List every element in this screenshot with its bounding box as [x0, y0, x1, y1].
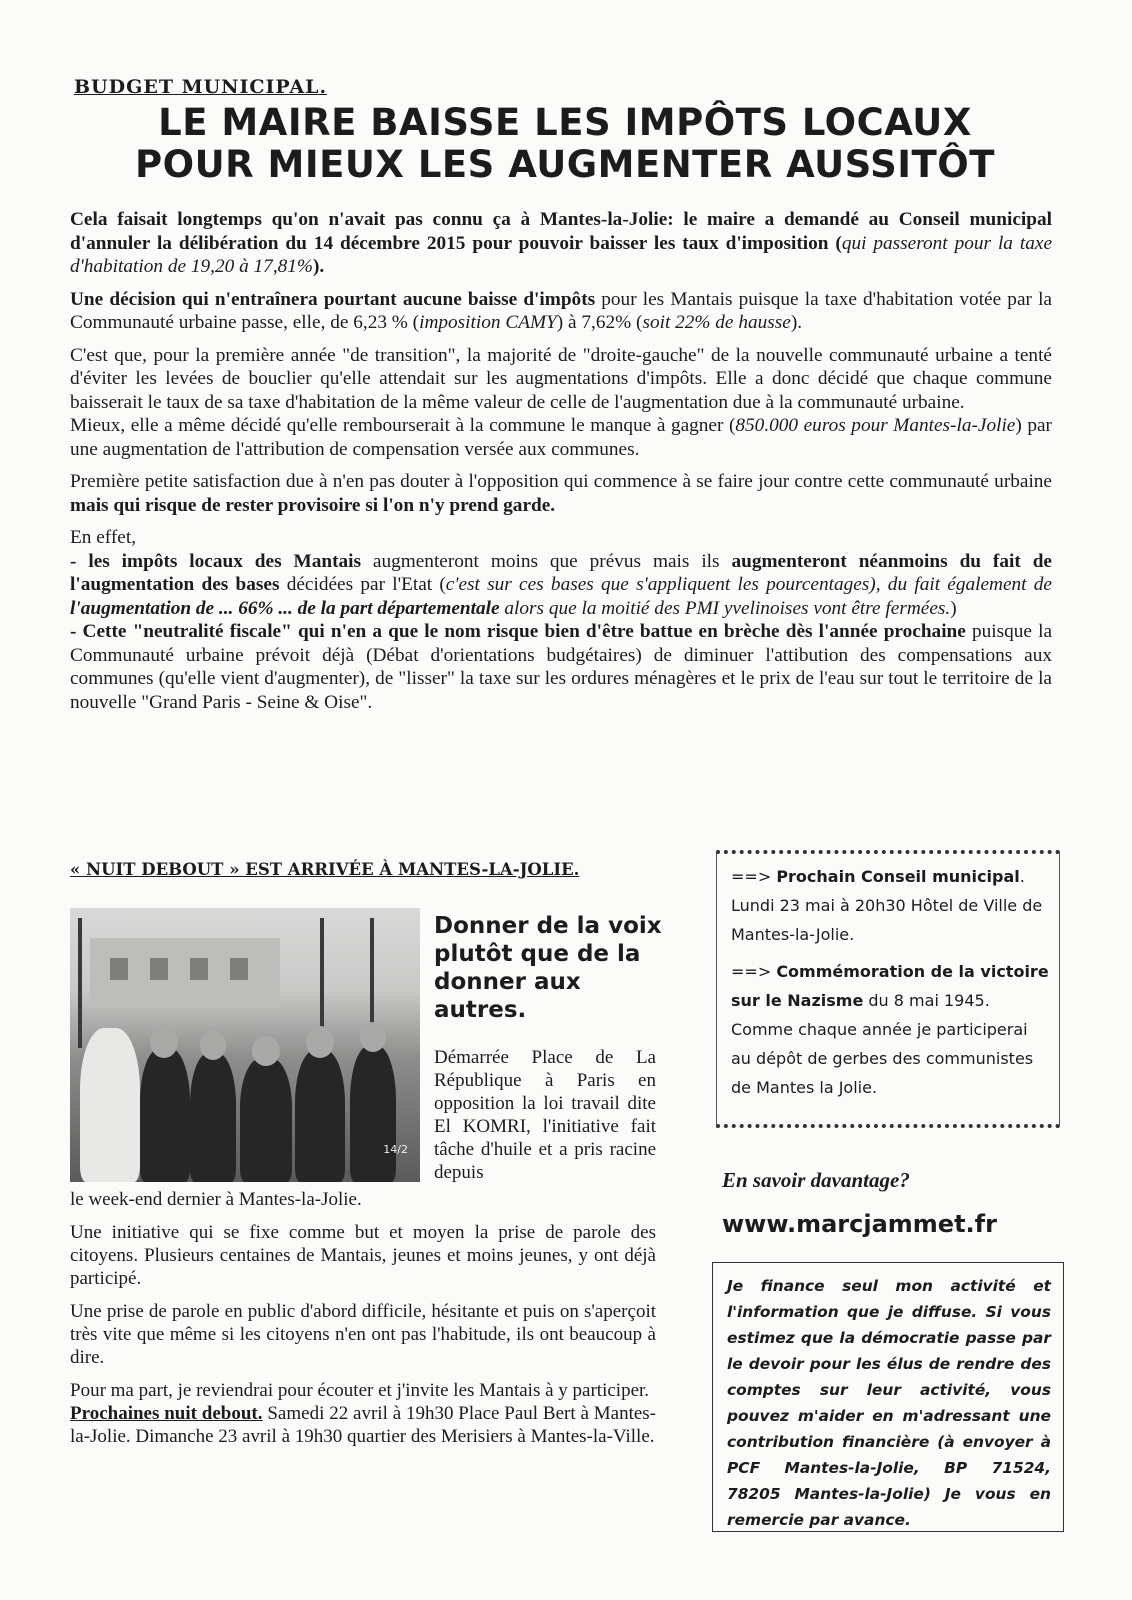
- agenda-item-2-title: Commémoration de la victoire sur le Nazisme: [731, 962, 1049, 1010]
- nuit-debout-photo: [70, 908, 420, 1182]
- agenda-item-conseil: [731, 862, 1049, 949]
- photo-window: [190, 958, 208, 980]
- p6-end: ): [950, 597, 957, 619]
- nuit-debout-body: [70, 1188, 656, 1448]
- p6-bold-1: - les impôts locaux des Mantais: [70, 550, 361, 572]
- p1-italic: qui passeront pour la taxe d'habitation de 19,20 à 17,81%: [70, 232, 1052, 277]
- photo-date-stamp: 14/2: [383, 1143, 408, 1156]
- p6-intro: En effet,: [70, 527, 137, 548]
- headline-line-2: POUR MIEUX LES AUGMENTER AUSSITÔT: [135, 143, 995, 186]
- agenda-item-1-title: Prochain Conseil municipal: [776, 867, 1020, 886]
- agenda-item-2-text: du 8 mai 1945. Comme chaque année je participerai au dépôt de gerbes des communistes de Mantes la Jolie.: [731, 991, 1034, 1097]
- photo-person: [140, 1048, 190, 1182]
- photo-tree: [78, 918, 82, 1048]
- p6-text-1: augmenteront moins que prévus mais ils: [360, 550, 732, 572]
- p4-invite: Pour ma part, je reviendrai pour écouter et j'invite les Mantais à y participer.: [70, 1380, 650, 1401]
- p4-italic: 850.000 euros pour Mantes-la-Jolie: [735, 415, 1016, 436]
- headline-line-1: LE MAIRE BAISSE LES IMPÔTS LOCAUX: [158, 101, 972, 144]
- nuit-debout-paragraph-3: Une prise de parole en public d'abord difficile, hésitante et puis on s'aperçoit très vite que même si les citoyens n'en ont pas l'habitude, ils ont beaucoup à dire.: [70, 1301, 656, 1368]
- photo-window: [110, 958, 128, 980]
- next-dates-text: Samedi 22 avril à 19h30 Place Paul Bert à Mantes-la-Jolie. Dimanche 23 avril à 19h30 quartier des Merisiers à Mantes-la-Ville.: [70, 1403, 656, 1447]
- p7-bold: - Cette "neutralité fiscale" qui n'en a que le nom risque bien d'être battue en brèche dès l'année prochaine: [70, 621, 966, 642]
- p2-bold: Une décision qui n'entraînera pourtant aucune baisse d'impôts: [70, 288, 596, 310]
- arrow-icon: ==>: [731, 962, 777, 981]
- p2-italic-2: soit 22% de hausse: [642, 312, 791, 333]
- article-paragraph-4: [70, 414, 1052, 461]
- nuit-debout-headline: Donner de la voix plutôt que de la donner aux autres.: [434, 913, 662, 1023]
- p6-text-2: décidées par l'Etat (: [279, 574, 446, 595]
- p6-italic-2: alors que la moitié des PMI yvelinoises vont être fermées.: [499, 597, 951, 619]
- p1-end: ).: [312, 256, 325, 277]
- photo-window: [230, 958, 248, 980]
- p5-bold: mais qui risque de rester provisoire si l'on n'y prend garde.: [70, 494, 556, 516]
- p2-italic-1: imposition CAMY: [419, 312, 557, 333]
- nuit-debout-paragraph-2: Une initiative qui se fixe comme but et moyen la prise de parole des citoyens. Plusieurs centaines de Mantais, jeunes et moins jeunes, y ont déjà participé.: [70, 1222, 656, 1289]
- nuit-debout-section-title: « NUIT DEBOUT » EST ARRIVÉE À MANTES-LA-JOLIE.: [70, 860, 580, 879]
- website-link[interactable]: www.marcjammet.fr: [722, 1210, 997, 1238]
- next-dates-label: Prochaines nuit debout.: [70, 1403, 263, 1424]
- p1-bold: Cela faisait longtemps qu'on n'avait pas connu ça à Mantes-la-Jolie: le maire a demandé au Conseil municipal d'annuler la délibération du 14 décembre 2015 pour pouvoir baisser les taux d'imposition (: [70, 209, 1052, 254]
- article-paragraph-7: [70, 620, 1052, 714]
- photo-head: [360, 1022, 386, 1052]
- p7-text: puisque la Communauté urbaine prévoit déjà (Débat d'orientations budgétaires) de diminuer l'attibution des compensations aux communes (qu'elle vient d'augmenter), de "lisser" la taxe sur les ordures ménagères et le prix de l'eau sur tout le territoire de la nouvelle "Grand Paris - Seine & Oise".: [70, 621, 1053, 713]
- funding-notice-box: Je finance seul mon activité et l'information que je diffuse. Si vous estimez que la démocratie passe par le devoir pour les élus de rendre des comptes sur leur activité, vous pouvez m'aider en m'adressant une contribution financière (à envoyer à PCF Mantes-la-Jolie, BP 71524, 78205 Mantes-la-Jolie) Je vous en remercie par avance.: [712, 1262, 1064, 1532]
- arrow-icon: ==>: [731, 867, 777, 886]
- photo-head: [252, 1036, 280, 1066]
- photo-window: [150, 958, 168, 980]
- budget-article: [70, 208, 1052, 723]
- page-headline: [60, 102, 1070, 186]
- nuit-debout-intro: Démarrée Place de La République à Paris en opposition la loi travail dite El KOMRI, l'initiative fait tâche d'huile et a pris racine depuis: [434, 1047, 656, 1183]
- article-paragraph-3: [70, 344, 1052, 415]
- p6-italic-1: c'est sur ces bases que s'appliquent les pourcentages), du fait également de: [445, 574, 1052, 595]
- photo-head: [306, 1026, 334, 1058]
- article-paragraph-2: [70, 288, 1052, 335]
- photo-person: [350, 1046, 396, 1182]
- photo-head: [150, 1026, 178, 1058]
- p5-text: Première petite satisfaction due à n'en pas douter à l'opposition qui commence à se faire jour contre cette communauté urbaine: [70, 471, 1052, 492]
- p4-end: ) par une augmentation de l'attribution de compensation versée aux communes.: [70, 415, 1052, 460]
- p6-bold-italic: l'augmentation de ... 66% ... de la part départementale: [70, 597, 500, 619]
- photo-person: [295, 1050, 345, 1182]
- photo-person: [80, 1028, 140, 1182]
- section-kicker: BUDGET MUNICIPAL.: [74, 76, 328, 98]
- article-paragraph-6: [70, 526, 1052, 620]
- article-paragraph-1: [70, 208, 1052, 279]
- more-info-question: En savoir davantage?: [722, 1168, 910, 1192]
- photo-person: [240, 1058, 292, 1182]
- p2-text: pour les Mantais puisque la taxe d'habitation votée par la Communauté urbaine passe, elle, de 6,23 % (: [70, 288, 1052, 333]
- photo-head: [200, 1030, 226, 1060]
- p2-text-2: ) à 7,62% (: [556, 312, 643, 333]
- p4-text: Mieux, elle a même décidé qu'elle rembourserait à la commune le manque à gagner (: [70, 415, 736, 436]
- p6-bold-2: augmenteront néanmoins du fait de l'augmentation des bases: [70, 550, 1052, 595]
- article-paragraph-5: [70, 470, 1052, 517]
- p2-end: ).: [790, 312, 803, 333]
- agenda-item-commemoration: [731, 957, 1049, 1102]
- nuit-debout-intro-end: le week-end dernier à Mantes-la-Jolie.: [70, 1189, 362, 1210]
- agenda-box: [716, 850, 1060, 1128]
- photo-person: [190, 1053, 236, 1182]
- nuit-debout-paragraph-4: [70, 1379, 656, 1448]
- agenda-item-1-text: . Lundi 23 mai à 20h30 Hôtel de Ville de Mantes-la-Jolie.: [731, 867, 1043, 944]
- p3-text: C'est que, pour la première année "de transition", la majorité de "droite-gauche" de la nouvelle communauté urbaine a tenté d'éviter les levées de bouclier qu'elle attendait sur les augmentations d'impôts. Elle a donc décidé que chaque commune baisserait le taux de sa taxe d'habitation de la même valeur de celle de l'augmentation due à la communauté urbaine.: [70, 344, 1052, 413]
